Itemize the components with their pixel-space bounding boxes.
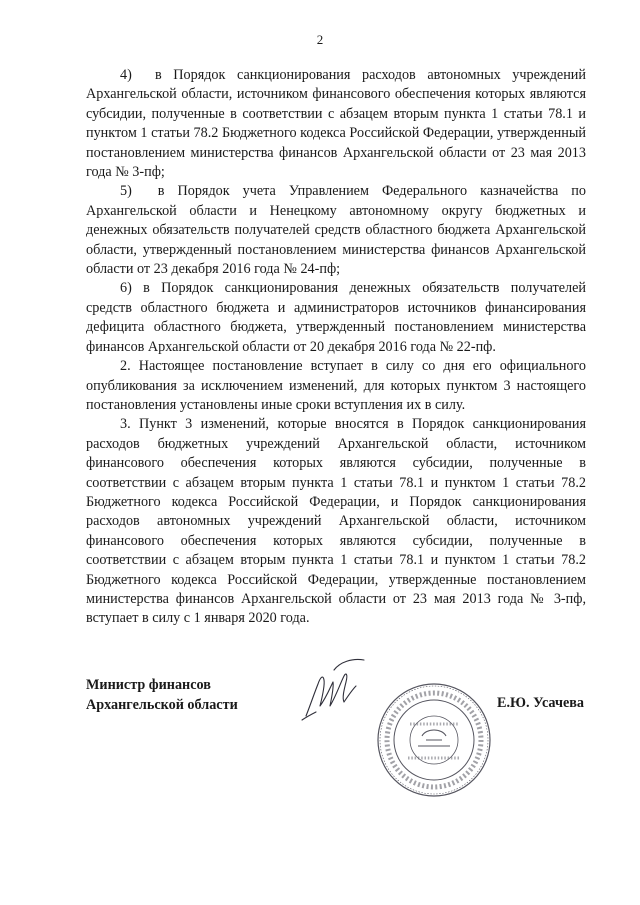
signer-title-line2: Архангельской области [86,696,238,713]
clause-3: 3. Пункт 3 изменений, которые вносятся в Порядок санкционирования расходов бюджетных учреждений Архангельской области, источником финансового обеспечения которых являются субсидии, полученные в соответствии с абзацем вторым пункта 1 статьи 78.1 и пунктом 1 статьи 78.2 Бюджетного кодекса Российской Федерации, и Порядок санкционирования расходов автономных учреждений Архангельской области, источником финансового обеспечения которых являются субсидии, полученные в соответствии с абзацем вторым пункта 1 статьи 78.1 и пунктом 1 статьи 78.2 Бюджетного кодекса Российской Федерации, утвержденные постановлением министерства финансов Архангельской области от 23 мая 2013 года № 3-пф, вступает в силу с 1 января 2020 года. [86,416,586,627]
list-item-6: 6) в Порядок санкционирования денежных обязательств получателей средств областного бюджета и администраторов источников финансирования дефицита областного бюджета, утвержденный постановлением министерства финансов Архангельской области от 20 декабря 2016 года № 22-пф. [86,280,586,355]
signer-title [86,676,238,715]
official-seal-icon [374,680,494,800]
clause-2: 2. Настоящее постановление вступает в силу со дня его официального опубликования за исключением изменений, для которых пунктом 3 настоящего постановления установлены иные сроки вступления их в силу. [86,358,586,413]
list-item-5: 5) в Порядок учета Управлением Федерального казначейства по Архангельской области и Ненецкому автономному округу бюджетных и денежных обязательств получателей средств областного бюджета Архангельской области, утвержденный постановлением министерства финансов Архангельской области от 23 декабря 2016 года № 24-пф; [86,183,586,278]
signature-block [86,676,586,796]
signer-title-line1: Министр финансов [86,677,211,693]
document-body [86,66,586,629]
page-number: 2 [316,32,324,47]
signature-scribble-icon [300,654,380,724]
signer-name: Е.Ю. Усачева [496,695,584,711]
list-item-4: 4) в Порядок санкционирования расходов автономных учреждений Архангельской области, источником финансового обеспечения которых являются субсидии, полученные в соответствии с абзацем вторым пункта 1 статьи 78.1 и пунктом 1 статьи 78.2 Бюджетного кодекса Российской Федерации, утвержденный постановлением министерства финансов Архангельской области от 23 мая 2013 года № 3-пф; [86,67,586,181]
